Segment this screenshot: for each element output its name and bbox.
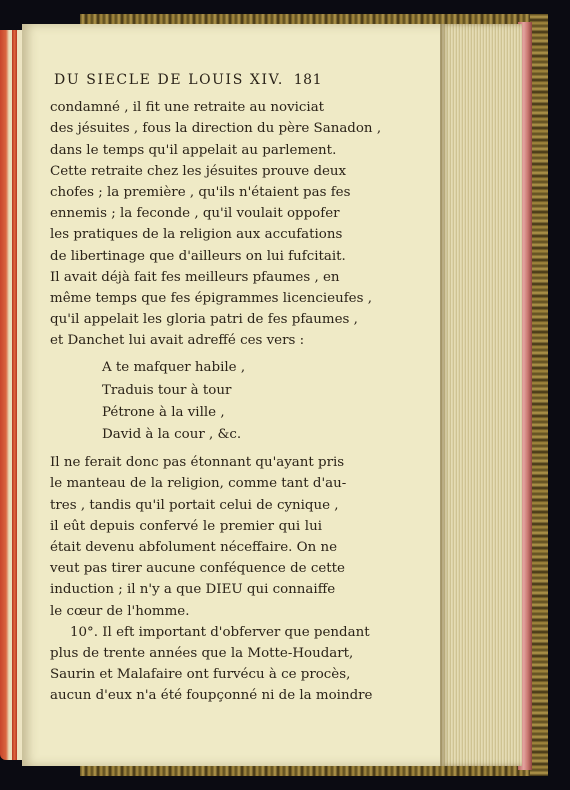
text-line: induction ; il n'y a que DIEU qui connaiffe (50, 582, 336, 598)
verse-line: Traduis tour à tour (102, 382, 232, 398)
page-block-edges (440, 24, 522, 766)
text-line: il eût depuis confervé le premier qui lui (50, 518, 322, 534)
text-line: le cœur de l'homme. (50, 603, 190, 619)
text-line: qu'il appelait les gloria patri de fes pfaumes , (50, 312, 358, 328)
text-line: le manteau de la religion, comme tant d'au- (50, 476, 347, 492)
paragraph-3 (50, 622, 373, 707)
left-page-edge (0, 30, 22, 760)
text-line: 10°. Il eft important d'obferver que pendant (70, 624, 370, 640)
text-line: des jésuites , fous la direction du père Sanadon , (50, 121, 382, 137)
text-line: veut pas tirer aucune conféquence de cette (50, 561, 345, 577)
page-text (50, 70, 382, 706)
text-line: dans le temps qu'il appelait au parlement. (50, 142, 337, 158)
text-line: les pratiques de la religion aux accufations (50, 227, 343, 243)
verse-line: A te mafquer habile , (102, 360, 246, 376)
running-header (54, 70, 322, 91)
paragraph-2 (50, 452, 347, 622)
page-number: 181 (293, 72, 322, 88)
verse-quotation (50, 357, 322, 446)
text-line: tres , tandis qu'il portait celui de cynique , (50, 497, 339, 513)
verse-line: David à la cour , &c. (102, 427, 242, 443)
verse-line: Pétrone à la ville , (102, 404, 225, 420)
text-line: Cette retraite chez les jésuites prouve deux (50, 163, 347, 179)
text-line: plus de trente années que la Motte-Houdart, (50, 645, 354, 661)
text-line: chofes ; la première , qu'ils n'étaient pas fes (50, 184, 351, 200)
text-line: aucun d'eux n'a été foupçonné ni de la moindre (50, 688, 373, 704)
text-line: et Danchet lui avait adreffé ces vers : (50, 333, 305, 349)
text-line: condamné , il fit une retraite au noviciat (50, 100, 325, 116)
text-line: Saurin et Malafaire ont furvécu à ce procès, (50, 667, 351, 683)
paragraph-1 (50, 97, 382, 351)
ribbon-bookmark (12, 30, 17, 760)
text-line: même temps que fes épigrammes licencieufes , (50, 290, 372, 306)
text-line: était devenu abfolument néceffaire. On ne (50, 539, 338, 555)
text-line: ennemis ; la feconde , qu'il voulait oppofer (50, 206, 340, 222)
text-line: de libertinage que d'ailleurs on lui fufcitait. (50, 248, 346, 264)
text-line: Il ne ferait donc pas étonnant qu'ayant pris (50, 455, 345, 471)
running-title: DU SIECLE DE LOUIS XIV. (54, 72, 284, 88)
text-line: Il avait déjà fait fes meilleurs pfaumes , en (50, 269, 340, 285)
book-fore-edge-binding (530, 14, 548, 776)
